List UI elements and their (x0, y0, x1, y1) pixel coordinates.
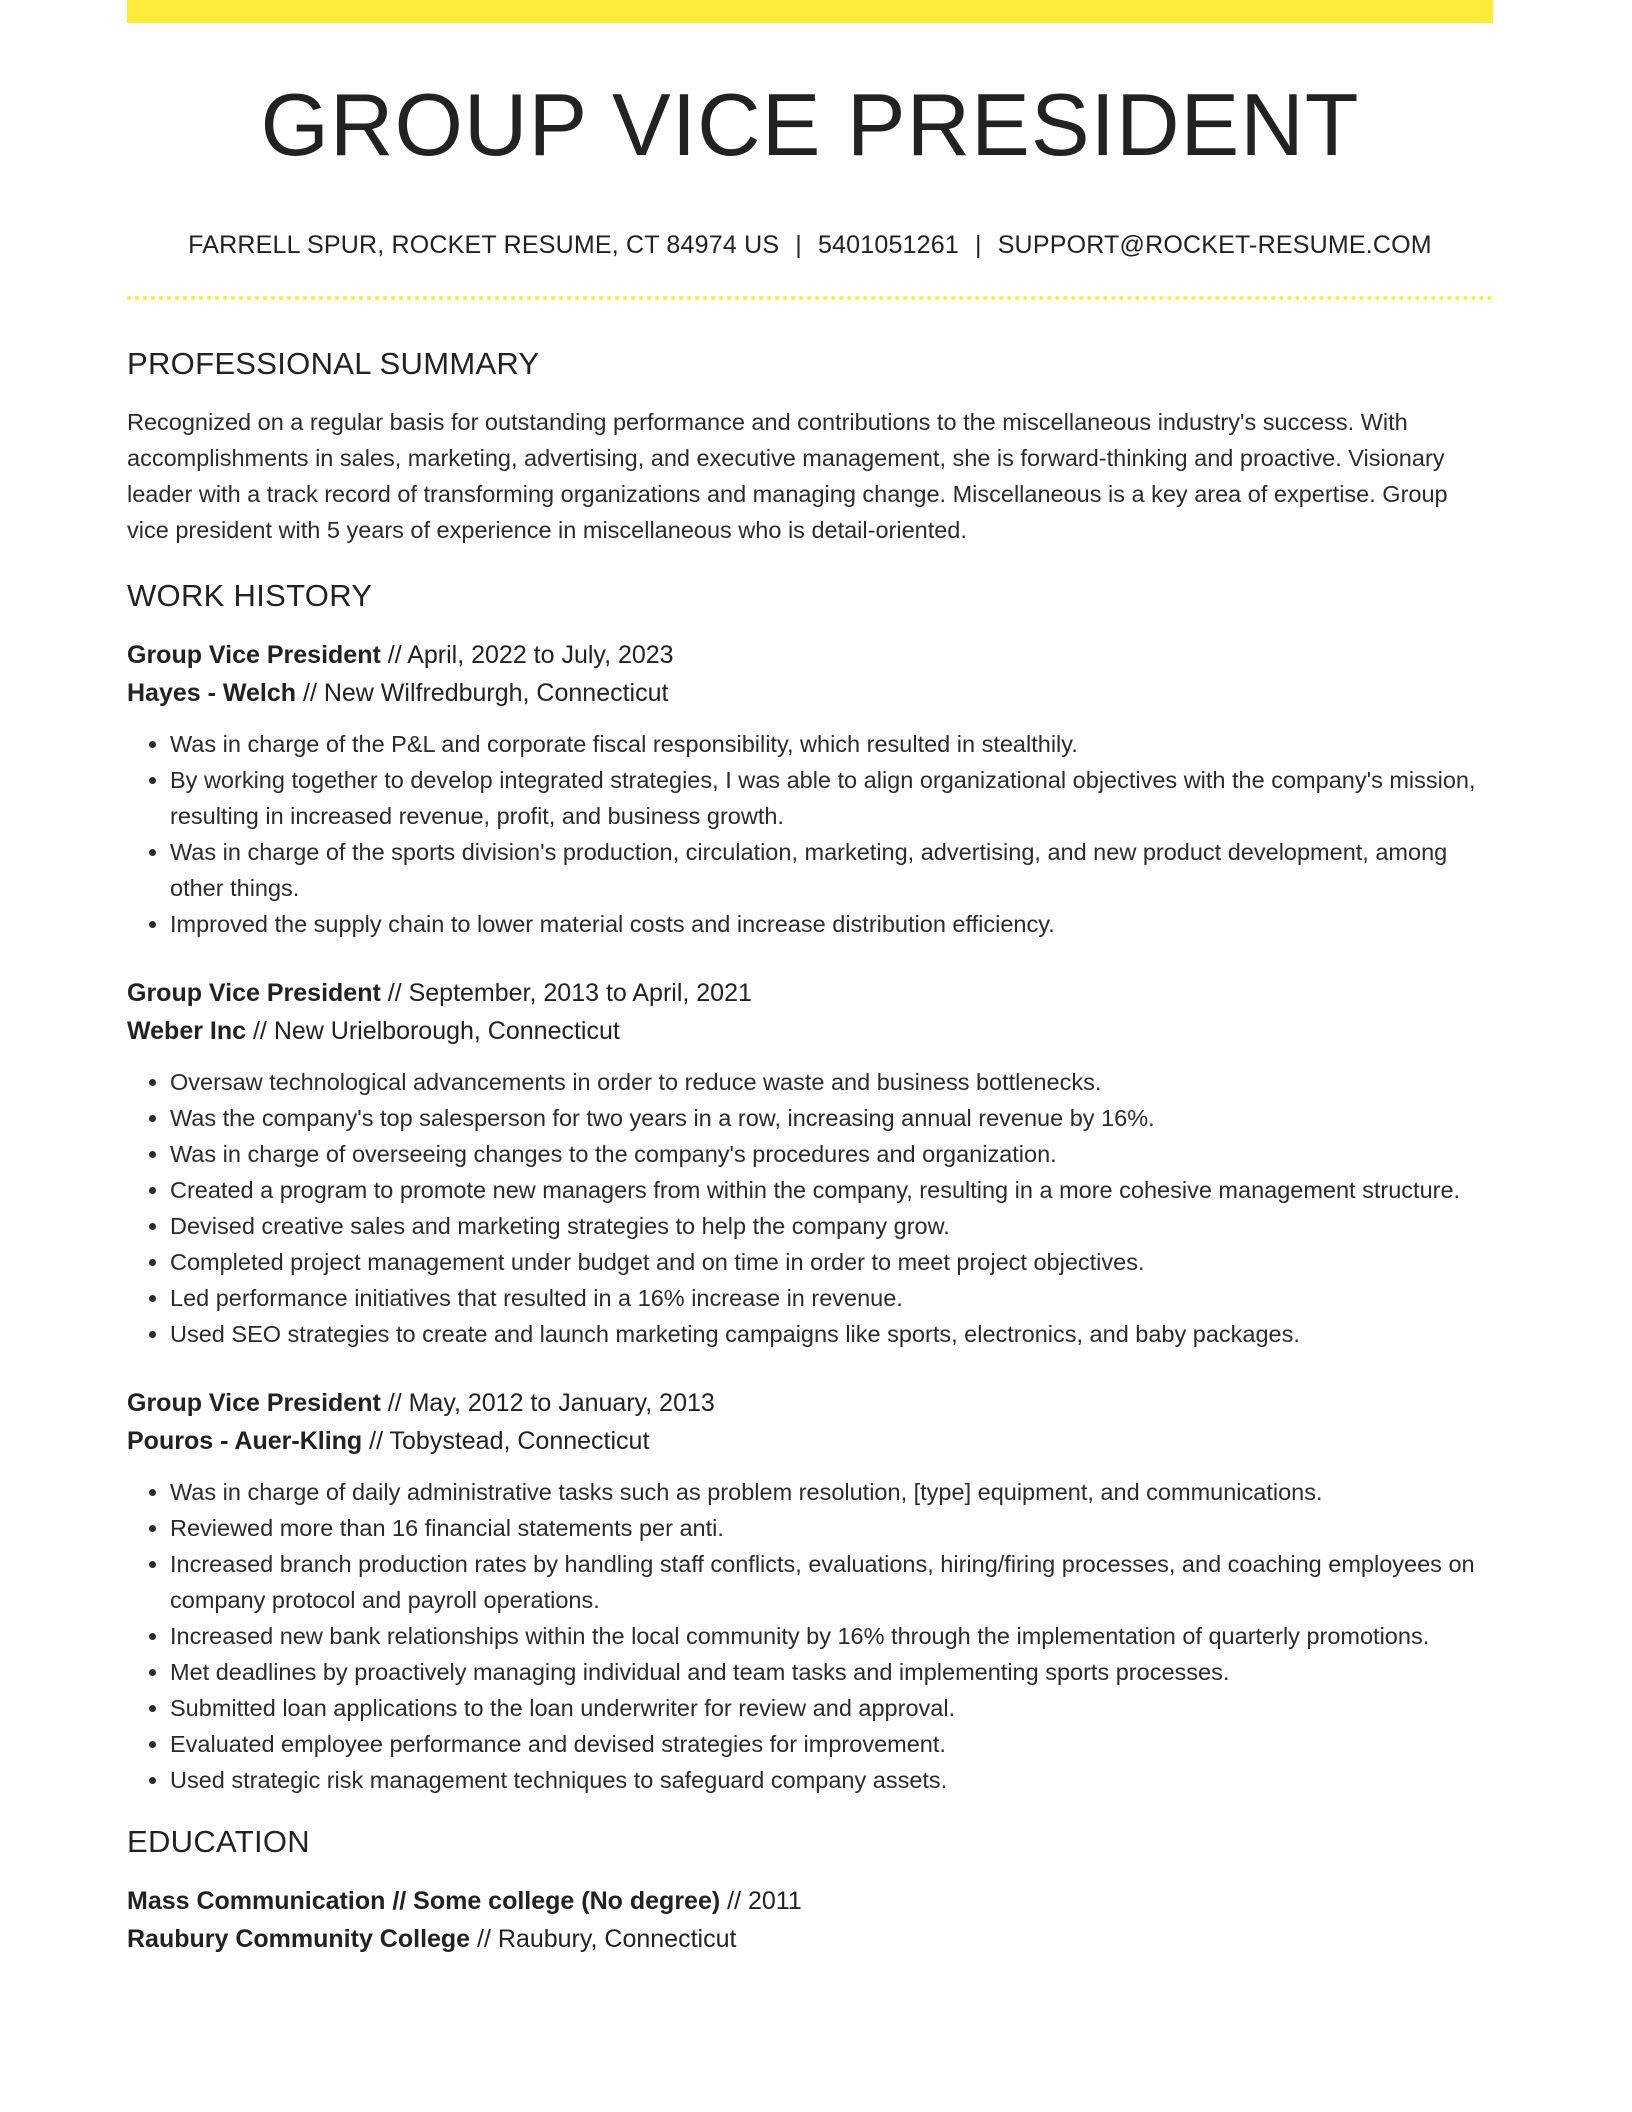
job-company-line (127, 674, 1493, 712)
company-name: Pouros - Auer-Kling (127, 1427, 363, 1455)
resume-page (127, 0, 1493, 1958)
accent-bar (127, 0, 1493, 23)
job-location: // New Urielborough, Connecticut (252, 1017, 620, 1045)
summary-text: Recognized on a regular basis for outstanding performance and contributions to the miscellaneous industry's success. With accomplishments in sales, marketing, advertising, and executive management, she is forward-thinking and proactive. Visionary leader with a track record of transforming organizations and managing change. Miscellaneous is a key area of expertise. Group vice president with 5 years of experience in miscellaneous who is detail-oriented. (127, 409, 1448, 543)
job-company-line (127, 1422, 1493, 1460)
education-entry (127, 1882, 1493, 1958)
work-history-heading: WORK HISTORY (127, 578, 373, 613)
education-heading: EDUCATION (127, 1824, 310, 1859)
job-dates: // September, 2013 to April, 2021 (387, 979, 752, 1007)
email: SUPPORT@ROCKET-RESUME.COM (997, 231, 1432, 259)
list-item: • Was in charge of daily administrative tasks such as problem resolution, [type] equipment, and communications. (170, 1474, 1493, 1510)
list-item: • Met deadlines by proactively managing individual and team tasks and implementing sports processes. (170, 1654, 1493, 1690)
job-title: Group Vice President (127, 641, 381, 669)
job-bullets (127, 726, 1493, 942)
list-item: • Increased new bank relationships within the local community by 16% through the implementation of quarterly promotions. (170, 1618, 1493, 1654)
list-item: • Led performance initiatives that resulted in a 16% increase in revenue. (170, 1280, 1493, 1316)
job-dates: // April, 2022 to July, 2023 (387, 641, 674, 669)
job-location: // New Wilfredburgh, Connecticut (303, 679, 669, 707)
job-dates: // May, 2012 to January, 2013 (387, 1389, 715, 1417)
list-item: • Oversaw technological advancements in order to reduce waste and business bottlenecks. (170, 1064, 1493, 1100)
graduation-year: // 2011 (727, 1887, 802, 1915)
school-name: Raubury Community College (127, 1925, 471, 1953)
company-name: Hayes - Welch (127, 679, 297, 707)
job-title: Group Vice President (127, 979, 381, 1007)
list-item: • Reviewed more than 16 financial statements per anti. (170, 1510, 1493, 1546)
list-item: • Evaluated employee performance and devised strategies for improvement. (170, 1726, 1493, 1762)
job-bullets (127, 1064, 1493, 1352)
company-name: Weber Inc (127, 1017, 247, 1045)
job-title: Group Vice President (127, 1389, 381, 1417)
dotted-divider (127, 296, 1493, 300)
job-entry (127, 1384, 1493, 1798)
separator: | (795, 231, 802, 259)
summary-heading: PROFESSIONAL SUMMARY (127, 346, 540, 381)
job-entry (127, 636, 1493, 942)
list-item: • Was in charge of overseeing changes to the company's procedures and organization. (170, 1136, 1493, 1172)
list-item: • Was in charge of the sports division's production, circulation, marketing, advertising, and new product development, among other things. (170, 834, 1493, 906)
list-item: • Devised creative sales and marketing strategies to help the company grow. (170, 1208, 1493, 1244)
list-item: • Used strategic risk management techniques to safeguard company assets. (170, 1762, 1493, 1798)
address: FARRELL SPUR, ROCKET RESUME, CT 84974 US (188, 231, 780, 259)
list-item: • By working together to develop integrated strategies, I was able to align organizational objectives with the company's mission, resulting in increased revenue, profit, and business growth. (170, 762, 1493, 834)
list-item: • Submitted loan applications to the loan underwriter for review and approval. (170, 1690, 1493, 1726)
list-item: • Improved the supply chain to lower material costs and increase distribution efficiency. (170, 906, 1493, 942)
job-entry (127, 974, 1493, 1352)
school-line (127, 1920, 1493, 1958)
job-title-line (127, 1384, 1493, 1422)
list-item: • Completed project management under budget and on time in order to meet project objectives. (170, 1244, 1493, 1280)
job-title-line (127, 974, 1493, 1012)
list-item: • Increased branch production rates by handling staff conflicts, evaluations, hiring/firing processes, and coaching employees on company protocol and payroll operations. (170, 1546, 1493, 1618)
list-item: • Created a program to promote new managers from within the company, resulting in a more cohesive management structure. (170, 1172, 1493, 1208)
page-title: GROUP VICE PRESIDENT (260, 75, 1360, 174)
school-location: // Raubury, Connecticut (477, 1925, 737, 1953)
phone: 5401051261 (817, 231, 959, 259)
job-bullets (127, 1474, 1493, 1798)
degree-line (127, 1882, 1493, 1920)
list-item: • Was in charge of the P&L and corporate fiscal responsibility, which resulted in stealthily. (170, 726, 1493, 762)
job-title-line (127, 636, 1493, 674)
contact-line (127, 231, 1493, 260)
list-item: • Was the company's top salesperson for two years in a row, increasing annual revenue by 16%. (170, 1100, 1493, 1136)
separator: | (974, 231, 982, 259)
list-item: • Used SEO strategies to create and launch marketing campaigns like sports, electronics, and baby packages. (170, 1316, 1493, 1352)
job-location: // Tobystead, Connecticut (369, 1427, 650, 1455)
degree: Mass Communication // Some college (No degree) (127, 1887, 721, 1915)
job-company-line (127, 1012, 1493, 1050)
